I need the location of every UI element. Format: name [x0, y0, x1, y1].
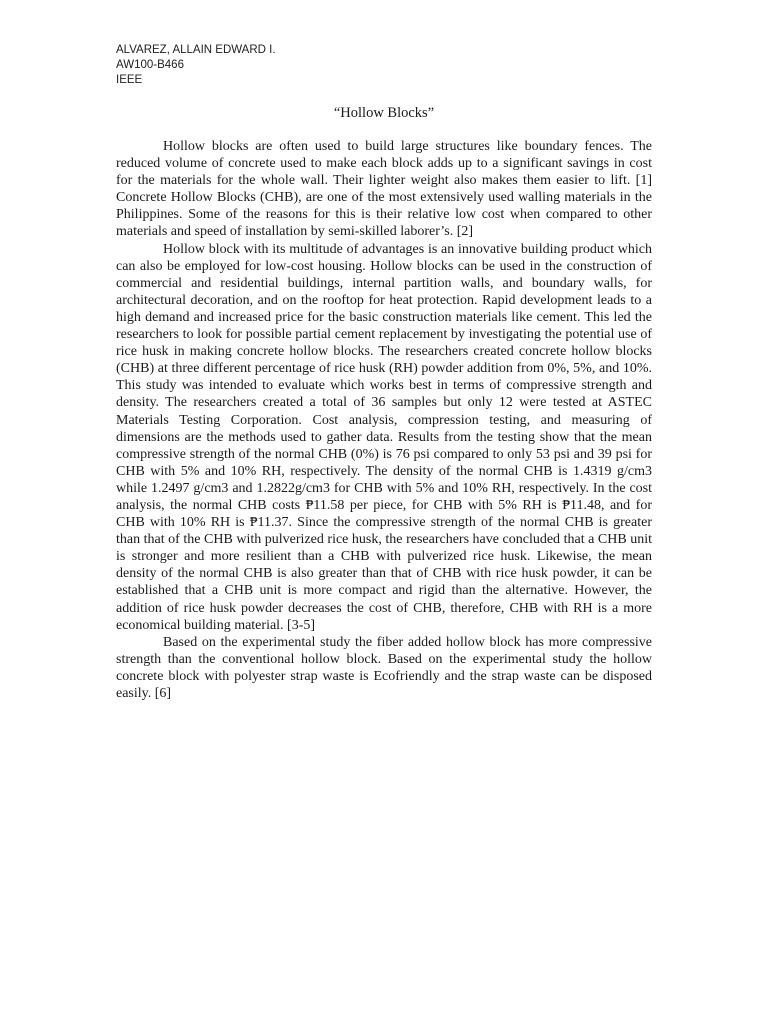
author-name: ALVAREZ, ALLAIN EDWARD I.	[116, 44, 276, 56]
document-body	[116, 138, 652, 702]
paragraph: Based on the experimental study the fiber added hollow block has more compressive strength than the conventional hollow block. Based on the experimental study the hollow concrete block with polyester strap waste is Ecofriendly and the strap waste can be disposed easily. [6]	[116, 634, 652, 701]
paragraph: Hollow block with its multitude of advantages is an innovative building product which can also be employed for low-cost housing. Hollow blocks can be used in the construction of commercial and residential buildings, internal partition walls, and boundary walls, for architectural decoration, and on the rooftop for heat protection. Rapid development leads to a high demand and increased price for the basic construction materials like cement. This led the researchers to look for possible partial cement replacement by investigating the potential use of rice husk in making concrete hollow blocks. The researchers created concrete hollow blocks (CHB) at three different percentage of rice husk (RH) powder addition from 0%, 5%, and 10%. This study was intended to evaluate which works best in terms of compressive strength and density. The researchers created a total of 36 samples but only 12 were tested at ASTEC Materials Testing Corporation. Cost analysis, compression testing, and measuring of dimensions are the methods used to gather data. Results from the testing show that the mean compressive strength of the normal CHB (0%) is 76 psi compared to only 53 psi and 39 psi for CHB with 5% and 10% RH, respectively. The density of the normal CHB is 1.4319 g/cm3 while 1.2497 g/cm3 and 1.2822g/cm3 for CHB with 5% and 10% RH, respectively. In the cost analysis, the normal CHB costs ₱11.58 per piece, for CHB with 5% RH is ₱11.48, and for CHB with 10% RH is ₱11.37. Since the compressive strength of the normal CHB is greater than that of the CHB with pulverized rice husk, the researchers have concluded that a CHB unit is stronger and more resilient than a CHB with pulverized rice husk. Likewise, the mean density of the normal CHB is also greater than that of CHB with rice husk powder, it can be established that a CHB unit is more compact and rigid than the alternative. However, the addition of rice husk powder decreases the cost of CHB, therefore, CHB with RH is a more economical building material. [3-5]	[116, 241, 652, 633]
section-code: AW100-B466	[116, 59, 184, 71]
document-header	[116, 43, 276, 88]
paragraph: Hollow blocks are often used to build large structures like boundary fences. The reduced volume of concrete used to make each block adds up to a significant savings in cost for the materials for the whole wall. Their lighter weight also makes them easier to lift. [1] Concrete Hollow Blocks (CHB), are one of the most extensively used walling materials in the Philippines. Some of the reasons for this is their relative low cost when compared to other materials and speed of installation by semi-skilled laborer’s. [2]	[116, 139, 652, 240]
document-title: “Hollow Blocks”	[333, 105, 435, 121]
citation-style: IEEE	[116, 74, 143, 86]
